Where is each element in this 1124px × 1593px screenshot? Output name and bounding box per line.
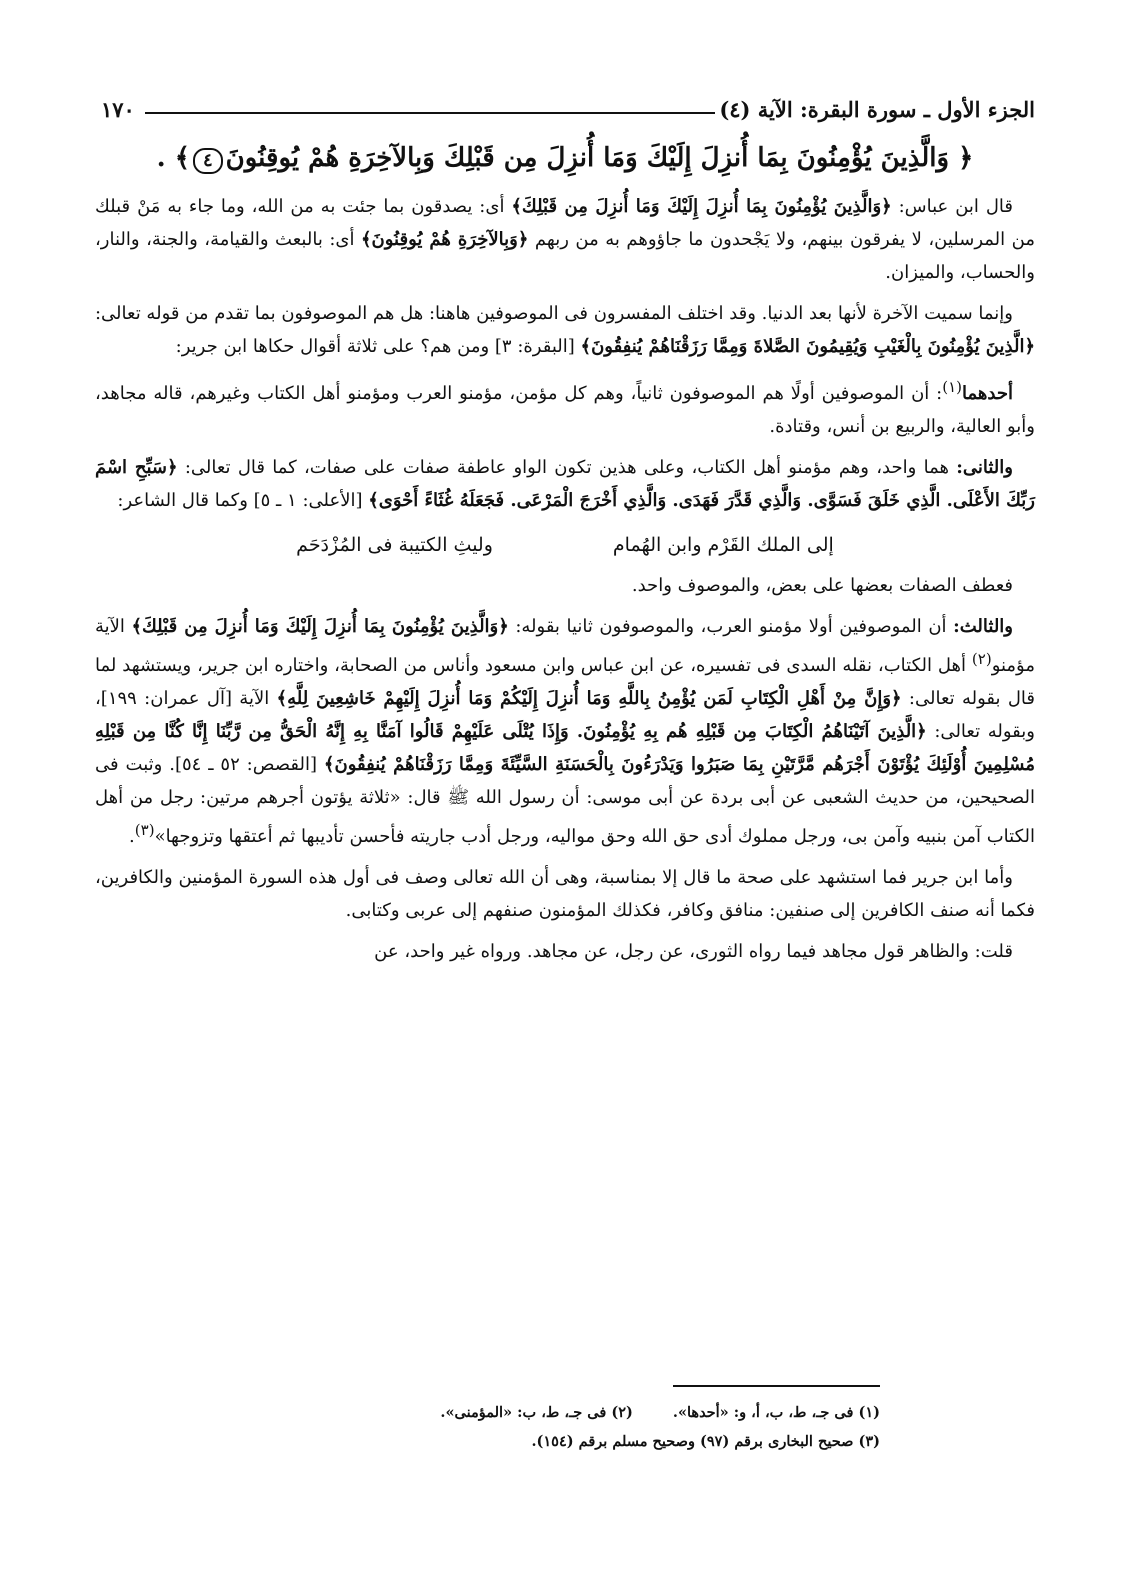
- footnote-ref: (٢): [971, 650, 992, 668]
- page-number: ١٧٠: [101, 96, 135, 122]
- quran-quote: ﴿وَالَّذِينَ يُؤْمِنُونَ بِمَا أُنزِلَ إِلَيْكَ وَمَا أُنزِلَ مِن قَبْلِكَ﴾: [131, 616, 509, 637]
- text: أى: يصدقون بما جئت به من الله، وما جاء به مَنْ قبلك من المرسلين، لا يفرقون بينهم، ولا يَجْحدون ما جاؤوهم به من ربهم: [95, 196, 1035, 250]
- quran-quote: ﴿وَإِنَّ مِنْ أَهْلِ الْكِتَابِ لَمَن يُؤْمِنُ بِاللَّهِ وَمَا أُنزِلَ إِلَيْكُمْ وَمَا أُنزِلَ إِلَيْهِمْ خَاشِعِينَ لِلَّهِ﴾: [276, 688, 902, 709]
- poem-hemistich-second: وليثِ الكتيبة فى المُزْدَحَم: [296, 534, 493, 556]
- text: قلت: والظاهر قول مجاهد فيما رواه الثورى، عن رجل، عن مجاهد. ورواه غير واحد، عن: [374, 941, 1013, 962]
- text: وأما ابن جرير فما استشهد على صحة ما قال إلا بمناسبة، وهى أن الله تعالى وصف فى أول هذه السورة المؤمنين والكافرين، فكما أنه صنف الكافرين إلى صنفين: منافق وكافر، فكذلك المؤمنون صنفهم إلى عربى وكتابى.: [95, 867, 1035, 921]
- paragraph-first-opinion: [95, 371, 1035, 443]
- text: : أن الموصوفين أولًا هم الموصوفون ثانياً، وهم كل مؤمن، مؤمنو العرب ومؤمنو أهل الكتاب وغيرهم، قاله مجاهد، وأبو العالية، والربيع بن أنس، وقتادة.: [95, 383, 1035, 437]
- paragraph-second-opinion: [95, 451, 1035, 517]
- footnote-ref: (١): [942, 378, 963, 396]
- quran-quote: ﴿سَبِّحِ اسْمَ رَبِّكَ الأَعْلَى. الَّذِي خَلَقَ فَسَوَّى. وَالَّذِي قَدَّرَ فَهَدَى. وَالَّذِي أَخْرَجَ الْمَرْعَى. فَجَعَلَهُ غُثَاءً أَحْوَى﴾: [95, 457, 1035, 511]
- paragraph-intro-opinions: [95, 297, 1035, 363]
- footnote-ref: (٣): [134, 821, 155, 839]
- paragraph-ibn-abbas: [95, 190, 1035, 289]
- running-title: الجزء الأول ـ سورة البقرة: الآية (٤): [719, 96, 1035, 122]
- footnotes: [260, 1398, 880, 1456]
- paragraph-author-note: [95, 935, 1035, 968]
- text: فعطف الصفات بعضها على بعض، والموصوف واحد.: [631, 575, 1013, 596]
- footnote-separator: [673, 1385, 880, 1387]
- footnote-2: (٢) فى جـ، ط، ب: «المؤمنى».: [440, 1404, 633, 1421]
- text: [البقرة: ٣] ومن هم؟ على ثلاثة أقوال حكاها ابن جرير:: [175, 336, 581, 357]
- verse-heading: [95, 136, 1035, 180]
- paragraph-third-opinion: [95, 610, 1035, 853]
- verse-text: وَالَّذِينَ يُؤْمِنُونَ بِمَا أُنزِلَ إِلَيْكَ وَمَا أُنزِلَ مِن قَبْلِكَ وَبِالآخِرَةِ هُمْ يُوقِنُونَ: [225, 143, 950, 173]
- text: أن الموصوفين أولا مؤمنو العرب، والموصوفون ثانيا بقوله:: [508, 616, 954, 637]
- opinion-label: والثانى:: [956, 457, 1013, 478]
- footnote-1: (١) فى جـ، ط، ب، أ، و: «أحدها».: [672, 1404, 880, 1421]
- text: .: [129, 826, 135, 847]
- page-header: [95, 80, 1035, 122]
- quran-quote: ﴿الَّذِينَ يُؤْمِنُونَ بِالْغَيْبِ وَيُقِيمُونَ الصَّلاةَ وَمِمَّا رَزَقْنَاهُمْ يُنفِقُونَ﴾: [580, 336, 1035, 357]
- paragraph-ibn-jarir: [95, 861, 1035, 927]
- paragraph-conclusion: [95, 569, 1035, 602]
- verse-number-marker: ٤: [193, 148, 223, 174]
- verse-close-bracket: ﴾ .: [156, 143, 190, 173]
- opinion-label: والثالث:: [953, 616, 1013, 637]
- header-rule: [145, 112, 715, 114]
- page-content: [95, 80, 1035, 976]
- text: قال ابن عباس:: [891, 196, 1013, 217]
- quran-quote: ﴿الَّذِينَ آتَيْنَاهُمُ الْكِتَابَ مِن قَبْلِهِ هُم بِهِ يُؤْمِنُونَ. وَإِذَا يُتْلَى عَلَيْهِمْ قَالُوا آمَنَّا بِهِ إِنَّهُ الْحَقُّ مِن رَّبِّنَا إِنَّا كُنَّا مِن قَبْلِهِ مُسْلِمِينَ أُوْلَئِكَ يُؤْتَوْنَ أَجْرَهُم مَّرَّتَيْنِ بِمَا صَبَرُوا وَيَدْرَءُونَ بِالْحَسَنَةِ السَّيِّئَةَ وَمِمَّا رَزَقْنَاهُمْ يُنفِقُونَ﴾: [95, 721, 1035, 775]
- text: أى: بالبعث والقيامة، والجنة، والنار، والحساب، والميزان.: [95, 229, 1035, 283]
- text: [القصص: ٥٢ ـ ٥٤]. وثبت فى الصحيحين، من حديث الشعبى عن أبى بردة عن أبى موسى: أن رسول الله ﷺ قال: «ثلاثة يؤتون أجرهم مرتين: رجل من أهل الكتاب آمن بنبيه وآمن بى، ورجل مملوك أدى حق الله وحق مواليه، ورجل أدب جاريته فأحسن تأديبها ثم أعتقها وتزوجها»: [95, 754, 1035, 847]
- poem-hemistich-first: إلى الملك القَرْم وابن الهُمام: [612, 534, 834, 556]
- poem-verse: [95, 525, 1035, 565]
- footnote-row: [260, 1398, 880, 1427]
- text: [الأعلى: ١ ـ ٥] وكما قال الشاعر:: [117, 490, 369, 511]
- text: الآية مؤمنو: [95, 616, 1035, 676]
- verse-open-bracket: ﴿: [958, 143, 974, 173]
- text: وإنما سميت الآخرة لأنها بعد الدنيا. وقد اختلف المفسرون فى الموصوفين هاهنا: هل هم الموصوفون بما تقدم من قوله تعالى:: [94, 303, 1013, 324]
- footnote-3: (٣) صحيح البخارى برقم (٩٧) وصحيح مسلم برقم (١٥٤).: [531, 1433, 880, 1450]
- text: هما واحد، وهم مؤمنو أهل الكتاب، وعلى هذين تكون الواو عاطفة صفات على صفات، كما قال تعالى:: [177, 457, 957, 478]
- quran-quote: ﴿وَبِالآخِرَةِ هُمْ يُوقِنُونَ﴾: [360, 229, 529, 250]
- text: أهل الكتاب، نقله السدى فى تفسيره، عن ابن عباس وابن مسعود وأناس من الصحابة، واختاره ابن جرير، ويستشهد لما قال بقوله تعالى:: [95, 655, 1036, 709]
- opinion-label: أحدهما: [962, 383, 1013, 404]
- text: الآية [آل عمران: ١٩٩]، وبقوله تعالى:: [95, 688, 1035, 742]
- quran-quote: ﴿وَالَّذِينَ يُؤْمِنُونَ بِمَا أُنزِلَ إِلَيْكَ وَمَا أُنزِلَ مِن قَبْلِكَ﴾: [511, 196, 892, 217]
